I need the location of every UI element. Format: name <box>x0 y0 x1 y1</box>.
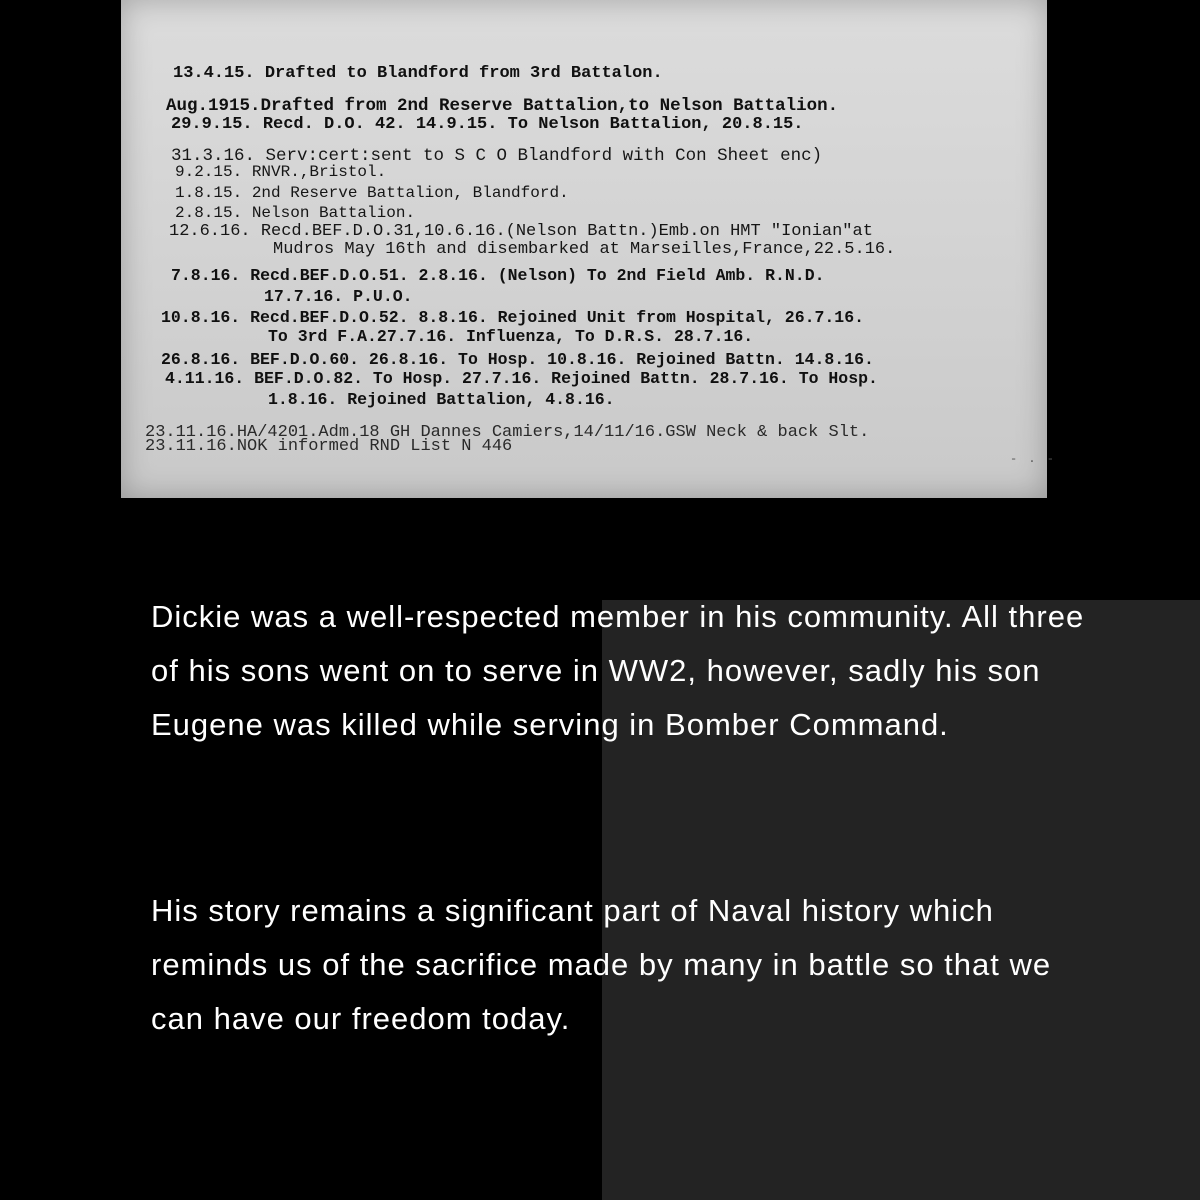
record-line: 10.8.16. Recd.BEF.D.O.52. 8.8.16. Rejoined Unit from Hospital, 26.7.16. <box>161 308 865 327</box>
record-line: 1.8.15. 2nd Reserve Battalion, Blandford. <box>175 184 569 202</box>
record-line: 13.4.15. Drafted to Blandford from 3rd Battalon. <box>173 64 663 83</box>
story-paragraph-2: His story remains a significant part of Naval history which reminds us of the sacrifice made by many in battle so that we can have our freedom today. <box>151 893 1052 1036</box>
record-line: Aug.1915.Drafted from 2nd Reserve Battalion,to Nelson Battalion. <box>166 96 839 116</box>
record-line: 1.8.16. Rejoined Battalion, 4.8.16. <box>268 390 615 409</box>
record-line: 12.6.16. Recd.BEF.D.O.31,10.6.16.(Nelson Battn.)Emb.on HMT "Ionian"at <box>169 222 873 241</box>
record-line: 2.8.15. Nelson Battalion. <box>175 204 416 222</box>
record-line: 17.7.16. P.U.O. <box>264 287 413 306</box>
record-line: 29.9.15. Recd. D.O. 42. 14.9.15. To Nelson Battalion, 20.8.15. <box>171 115 804 134</box>
record-line: 26.8.16. BEF.D.O.60. 26.8.16. To Hosp. 10.8.16. Rejoined Battn. 14.8.16. <box>161 350 874 369</box>
record-line: 7.8.16. Recd.BEF.D.O.51. 2.8.16. (Nelson) To 2nd Field Amb. R.N.D. <box>171 266 825 285</box>
story-paragraph-1: Dickie was a well-respected member in his community. All three of his sons went on to serve in WW2, however, sadly his son Eugene was killed while serving in Bomber Command. <box>151 599 1085 742</box>
service-record-card <box>121 0 1047 498</box>
record-line: To 3rd F.A.27.7.16. Influenza, To D.R.S. 28.7.16. <box>268 327 754 346</box>
record-line: 23.11.16.HA/4201.Adm.18 GH Dannes Camiers,14/11/16.GSW Neck & back Slt. <box>145 423 870 442</box>
card-corner-mark: - . - <box>1010 452 1057 466</box>
record-line: 31.3.16. Serv:cert:sent to S C O Blandford with Con Sheet enc) <box>171 146 823 166</box>
record-line: 23.11.16.NOK informed RND List N 446 <box>145 437 513 456</box>
record-line: 4.11.16. BEF.D.O.82. To Hosp. 27.7.16. Rejoined Battn. 28.7.16. To Hosp. <box>165 369 878 388</box>
record-line: 9.2.15. RNVR.,Bristol. <box>175 163 387 181</box>
record-line: Mudros May 16th and disembarked at Marseilles,France,22.5.16. <box>273 240 896 259</box>
